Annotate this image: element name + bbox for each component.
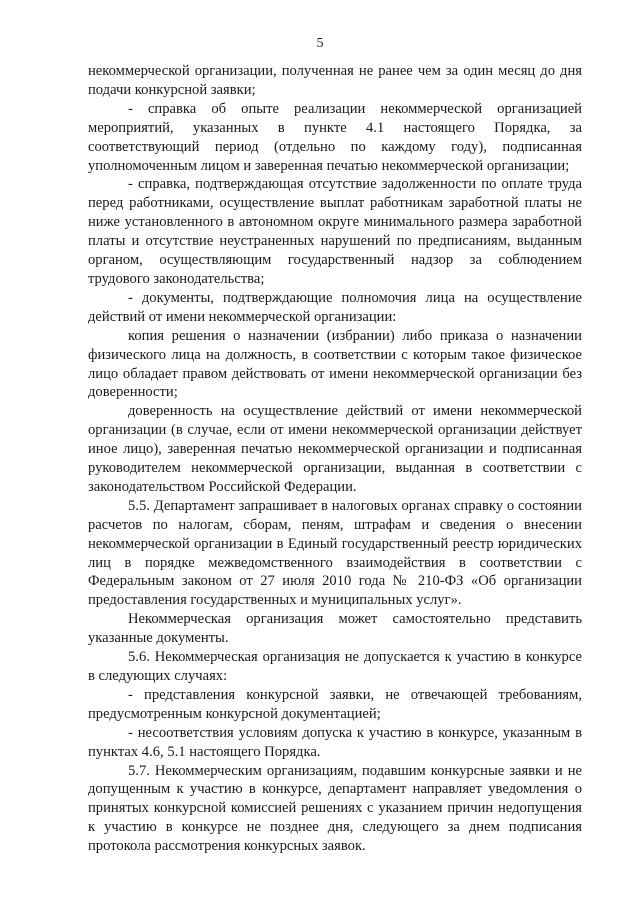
paragraph: некоммерческой организации, полученная не ранее чем за один месяц до дня подачи конкурсной заявки; — [88, 63, 582, 98]
paragraph: - документы, подтверждающие полномочия лица на осуществление действий от имени некоммерческой организации: — [88, 289, 582, 325]
document-body — [88, 62, 582, 856]
paragraph: 5.5. Департамент запрашивает в налоговых органах справку о состоянии расчетов по налогам, сборам, пеням, штрафам и сведения о внесении некоммерческой организации в Единый государственный реестр юридических лиц в порядке межведомственного взаимодействия в соответствии с Федеральным законом от 27 июля 2010 года № 210-ФЗ «Об организации предоставления государственных и муниципальных услуг». — [88, 497, 582, 609]
paragraph: - справка, подтверждающая отсутствие задолженности по оплате труда перед работниками, осуществление выплат работникам заработной платы не ниже установленного в автономном округе минимального размера заработной платы и отсутствие неустраненных нарушений по предписаниям, выданным органом, осуществляющим государственный надзор за соблюдением трудового законодательства; — [88, 176, 582, 287]
paragraph: 5.6. Некоммерческая организация не допускается к участию в конкурсе в следующих случаях: — [88, 649, 582, 684]
paragraph: - несоответствия условиям допуска к участию в конкурсе, указанным в пунктах 4.6, 5.1 настоящего Порядка. — [88, 724, 582, 760]
paragraph: 5.7. Некоммерческим организациям, подавшим конкурсные заявки и не допущенным к участию в конкурсе, департамент направляет уведомления о принятых конкурсной комиссией решениях с указанием причин недопущения к участию в конкурсе не позднее дня, следующего за днем подписания протокола рассмотрения конкурсных заявок. — [88, 762, 582, 855]
paragraph: доверенность на осуществление действий от имени некоммерческой организации (в случае, если от имени некоммерческой организации действует иное лицо), заверенная печатью некоммерческой организации и подписанная руководителем некоммерческой организации, выданная в соответствии с законодательством Российской Федерации. — [88, 403, 582, 495]
paragraph: копия решения о назначении (избрании) либо приказа о назначении физического лица на должность, в соответствии с которым такое физическое лицо обладает правом действовать от имени некоммерческой организации без доверенности; — [88, 327, 582, 401]
paragraph: - представления конкурсной заявки, не отвечающей требованиям, предусмотренным конкурсной документацией; — [88, 686, 582, 722]
page-number: 5 — [316, 36, 324, 51]
paragraph: - справка об опыте реализации некоммерческой организацией мероприятий, указанных в пункте 4.1 настоящего Порядка, за соответствующий период (отдельно по каждому году), подписанная уполномоченным лицом и заверенная печатью некоммерческой организации; — [88, 100, 582, 174]
paragraph: Некоммерческая организация может самостоятельно представить указанные документы. — [88, 611, 582, 647]
